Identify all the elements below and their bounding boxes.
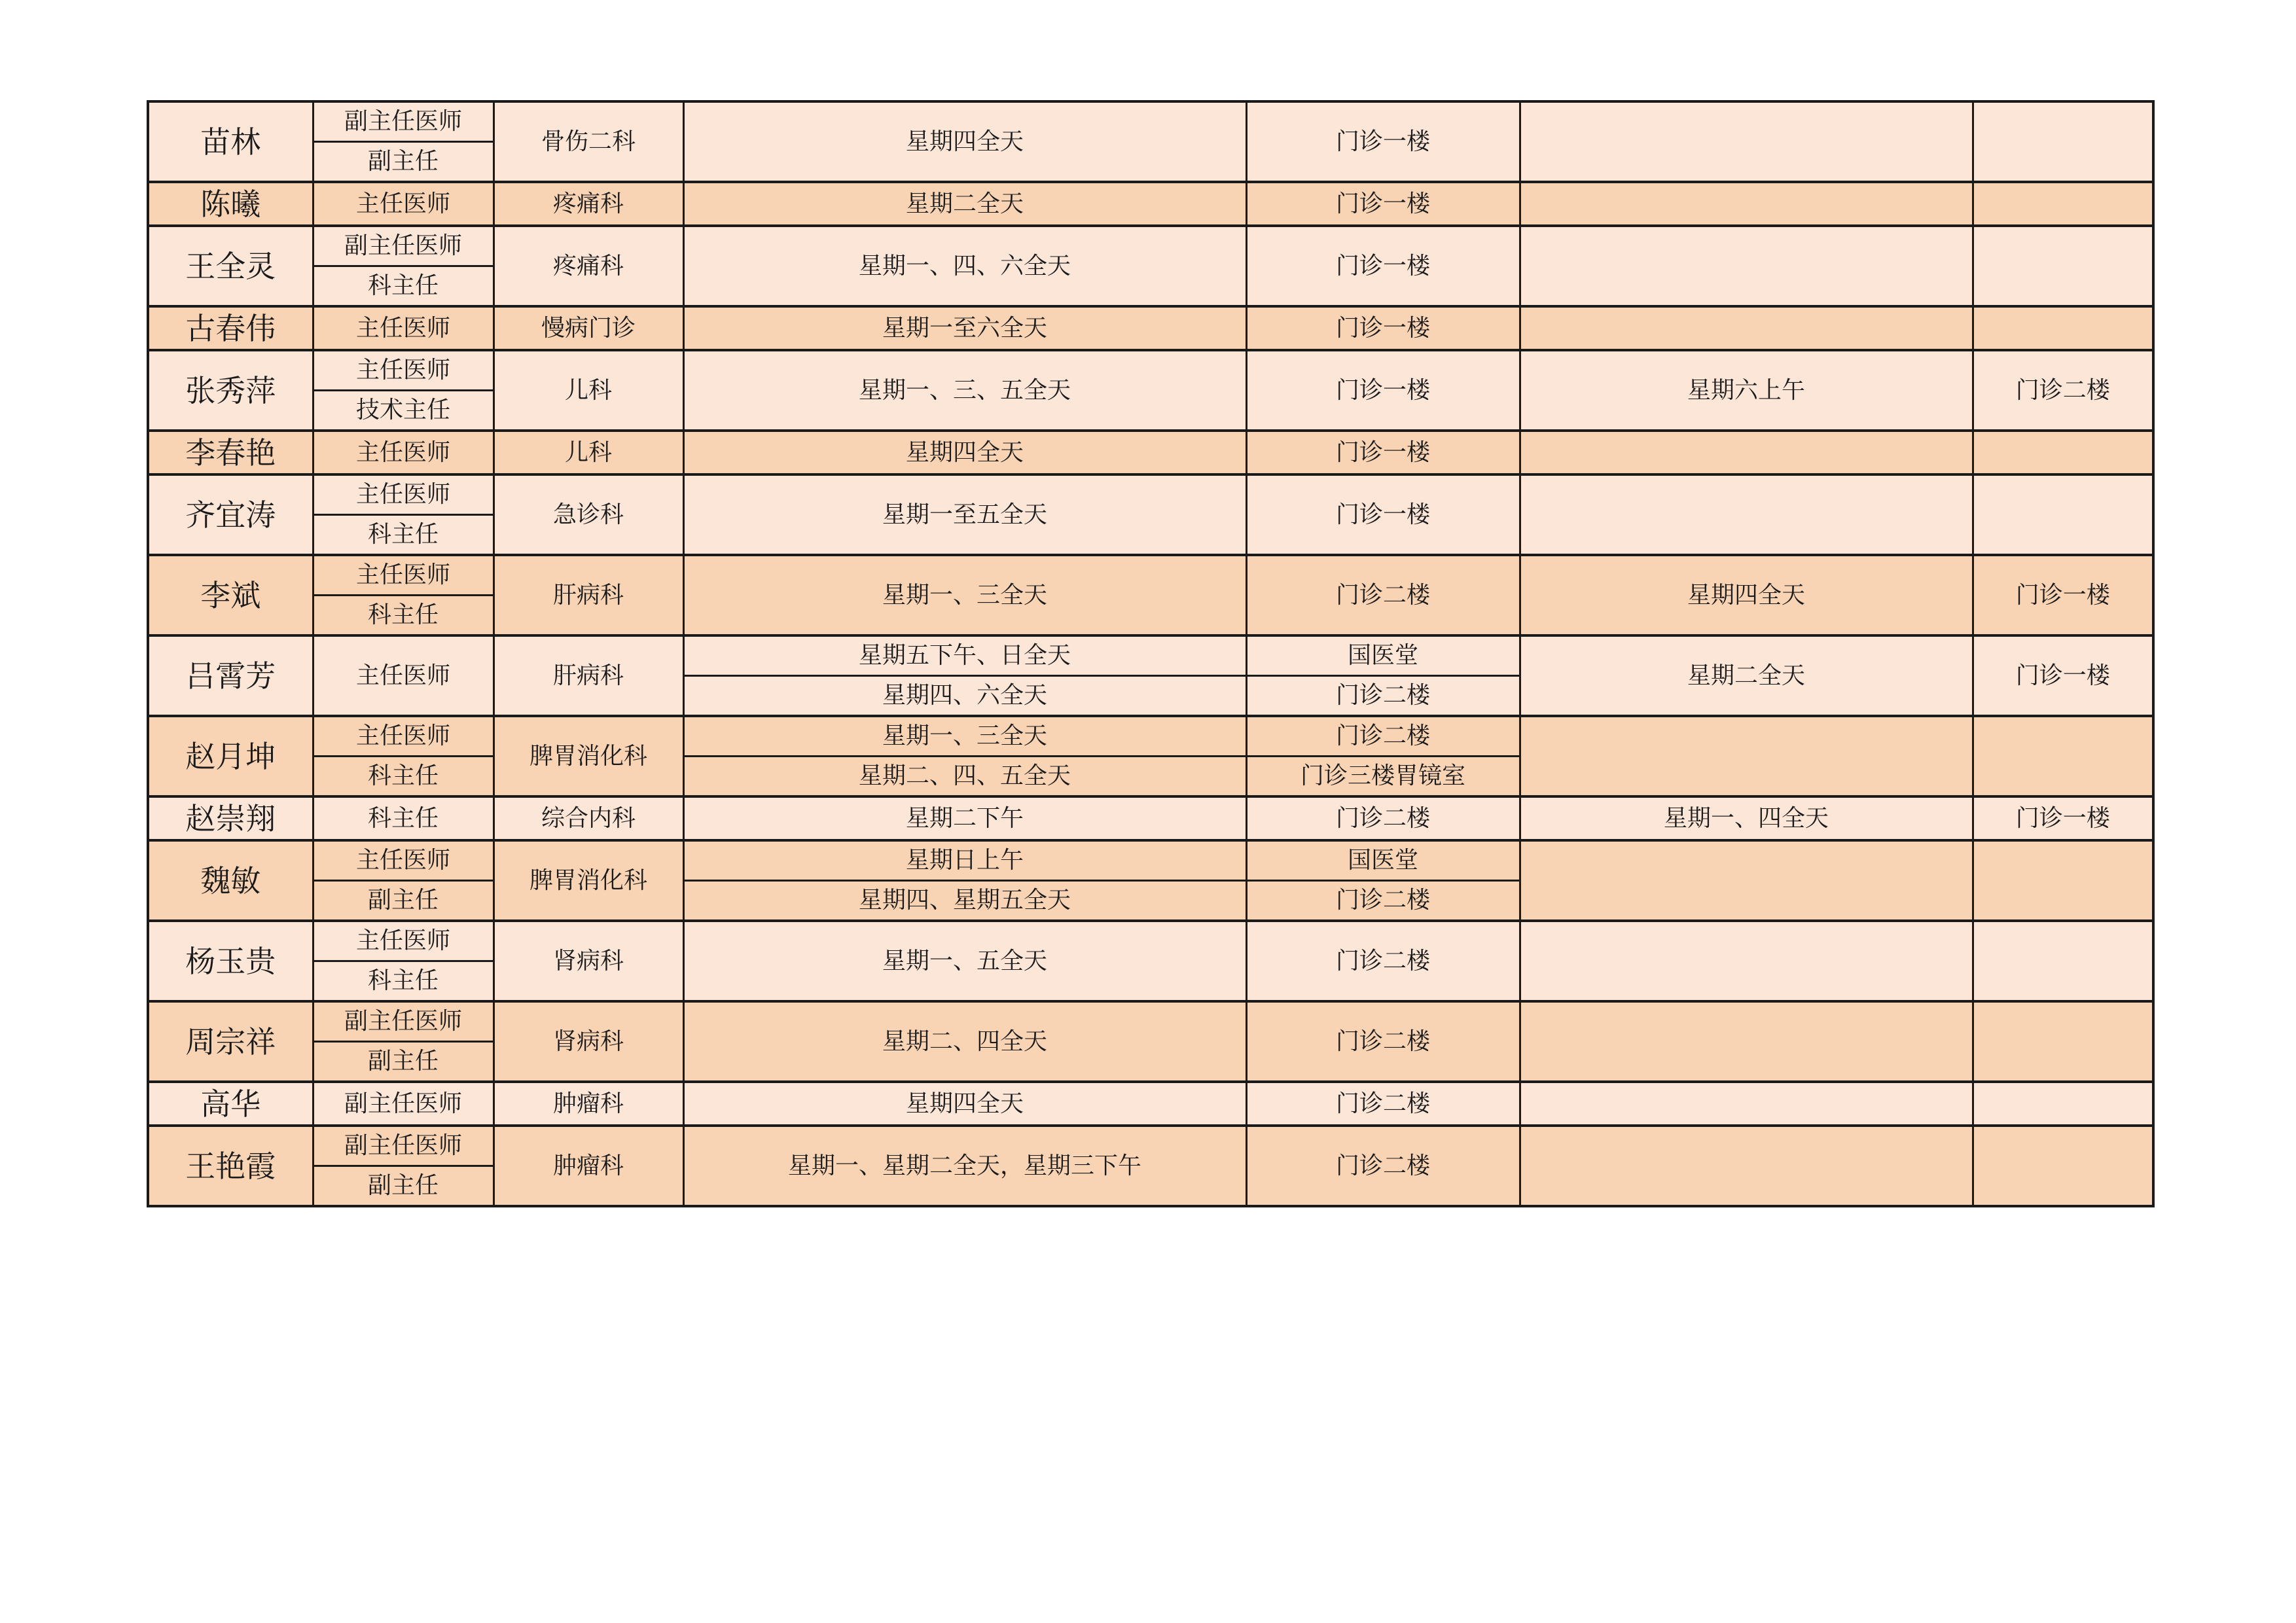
department: 疼痛科 [493, 226, 683, 306]
table-row [148, 635, 2153, 676]
clinic-time: 星期二下午 [683, 796, 1246, 840]
table-row [148, 474, 2153, 515]
doctor-title: 副主任 [313, 1042, 493, 1082]
extra-clinic-time: 星期四全天 [1520, 555, 1973, 635]
doctor-title: 主任医师 [313, 431, 493, 474]
doctor-title: 科主任 [313, 796, 493, 840]
table-row [148, 1001, 2153, 1042]
extra-clinic-place [1973, 182, 2153, 226]
clinic-time: 星期二、四全天 [683, 1001, 1246, 1082]
table-row [148, 226, 2153, 266]
table-row [148, 1082, 2153, 1126]
table-row [148, 921, 2153, 961]
clinic-time: 星期四全天 [683, 431, 1246, 474]
doctor-title: 副主任医师 [313, 1001, 493, 1042]
clinic-time: 星期四、星期五全天 [683, 881, 1246, 921]
extra-clinic-time [1520, 1082, 1973, 1126]
table-row [148, 101, 2153, 142]
table-row [148, 306, 2153, 350]
extra-clinic-time [1520, 306, 1973, 350]
clinic-place: 门诊二楼 [1246, 716, 1520, 757]
extra-clinic-place [1973, 101, 2153, 182]
clinic-time: 星期一至六全天 [683, 306, 1246, 350]
department: 肾病科 [493, 1001, 683, 1082]
extra-clinic-place [1973, 226, 2153, 306]
doctor-title: 科主任 [313, 757, 493, 797]
extra-clinic-time [1520, 101, 1973, 182]
doctor-title: 主任医师 [313, 635, 493, 716]
doctor-name: 张秀萍 [148, 350, 313, 431]
table-row [148, 840, 2153, 881]
doctor-title: 副主任医师 [313, 1126, 493, 1166]
doctor-name: 吕霄芳 [148, 635, 313, 716]
doctor-title: 主任医师 [313, 555, 493, 596]
doctor-title: 副主任 [313, 1166, 493, 1207]
extra-clinic-place [1973, 1001, 2153, 1082]
clinic-place: 门诊一楼 [1246, 101, 1520, 182]
clinic-place: 门诊一楼 [1246, 306, 1520, 350]
extra-clinic-time [1520, 474, 1973, 555]
department: 儿科 [493, 350, 683, 431]
doctor-title: 科主任 [313, 961, 493, 1002]
clinic-place: 门诊二楼 [1246, 555, 1520, 635]
extra-clinic-place [1973, 921, 2153, 1001]
extra-clinic-place: 门诊二楼 [1973, 350, 2153, 431]
extra-clinic-place [1973, 1082, 2153, 1126]
doctor-title: 主任医师 [313, 716, 493, 757]
clinic-time: 星期四全天 [683, 101, 1246, 182]
clinic-place: 门诊一楼 [1246, 431, 1520, 474]
doctor-title: 科主任 [313, 266, 493, 307]
clinic-time: 星期四全天 [683, 1082, 1246, 1126]
doctor-name: 李斌 [148, 555, 313, 635]
extra-clinic-place [1973, 840, 2153, 921]
doctor-title: 科主任 [313, 515, 493, 556]
doctor-title: 副主任 [313, 142, 493, 183]
clinic-time: 星期一、四、六全天 [683, 226, 1246, 306]
schedule-body [148, 101, 2153, 1206]
extra-clinic-time [1520, 921, 1973, 1001]
department: 肾病科 [493, 921, 683, 1001]
clinic-place: 门诊一楼 [1246, 350, 1520, 431]
department: 骨伤二科 [493, 101, 683, 182]
department: 急诊科 [493, 474, 683, 555]
extra-clinic-place: 门诊一楼 [1973, 635, 2153, 716]
extra-clinic-time: 星期二全天 [1520, 635, 1973, 716]
department: 儿科 [493, 431, 683, 474]
extra-clinic-time [1520, 840, 1973, 921]
doctor-title: 主任医师 [313, 182, 493, 226]
clinic-time: 星期二全天 [683, 182, 1246, 226]
department: 肿瘤科 [493, 1126, 683, 1206]
doctor-title: 副主任医师 [313, 226, 493, 266]
doctor-name: 李春艳 [148, 431, 313, 474]
extra-clinic-time [1520, 226, 1973, 306]
clinic-place: 门诊二楼 [1246, 1001, 1520, 1082]
department: 肝病科 [493, 635, 683, 716]
department: 综合内科 [493, 796, 683, 840]
clinic-time: 星期五下午、日全天 [683, 635, 1246, 676]
doctor-name: 赵崇翔 [148, 796, 313, 840]
doctor-title: 主任医师 [313, 840, 493, 881]
clinic-time: 星期一至五全天 [683, 474, 1246, 555]
extra-clinic-place [1973, 474, 2153, 555]
extra-clinic-time [1520, 716, 1973, 796]
doctor-title: 主任医师 [313, 306, 493, 350]
table-row [148, 555, 2153, 596]
extra-clinic-time [1520, 182, 1973, 226]
department: 肝病科 [493, 555, 683, 635]
doctor-name: 王全灵 [148, 226, 313, 306]
doctor-name: 赵月坤 [148, 716, 313, 796]
extra-clinic-place [1973, 431, 2153, 474]
department: 疼痛科 [493, 182, 683, 226]
clinic-place: 门诊二楼 [1246, 796, 1520, 840]
doctor-name: 王艳霞 [148, 1126, 313, 1206]
clinic-time: 星期四、六全天 [683, 676, 1246, 717]
extra-clinic-time [1520, 1001, 1973, 1082]
table-row [148, 716, 2153, 757]
department: 脾胃消化科 [493, 716, 683, 796]
doctor-title: 主任医师 [313, 921, 493, 961]
doctor-title: 主任医师 [313, 350, 493, 391]
department: 脾胃消化科 [493, 840, 683, 921]
clinic-place: 门诊一楼 [1246, 226, 1520, 306]
department: 慢病门诊 [493, 306, 683, 350]
doctor-name: 齐宜涛 [148, 474, 313, 555]
table-row [148, 1126, 2153, 1166]
clinic-time: 星期一、五全天 [683, 921, 1246, 1001]
clinic-time: 星期一、三全天 [683, 555, 1246, 635]
clinic-place: 门诊一楼 [1246, 474, 1520, 555]
table-row [148, 182, 2153, 226]
table-row [148, 431, 2153, 474]
doctor-name: 周宗祥 [148, 1001, 313, 1082]
doctor-name: 苗林 [148, 101, 313, 182]
extra-clinic-place [1973, 716, 2153, 796]
department: 肿瘤科 [493, 1082, 683, 1126]
extra-clinic-time [1520, 431, 1973, 474]
clinic-place: 门诊二楼 [1246, 1126, 1520, 1206]
extra-clinic-time: 星期一、四全天 [1520, 796, 1973, 840]
clinic-place: 国医堂 [1246, 840, 1520, 881]
table-row [148, 796, 2153, 840]
extra-clinic-place [1973, 1126, 2153, 1206]
doctor-title: 主任医师 [313, 474, 493, 515]
extra-clinic-time [1520, 1126, 1973, 1206]
doctor-title: 副主任医师 [313, 101, 493, 142]
extra-clinic-place: 门诊一楼 [1973, 555, 2153, 635]
doctor-title: 技术主任 [313, 391, 493, 431]
clinic-time: 星期一、三、五全天 [683, 350, 1246, 431]
doctor-name: 魏敏 [148, 840, 313, 921]
clinic-place: 门诊三楼胃镜室 [1246, 757, 1520, 797]
extra-clinic-place: 门诊一楼 [1973, 796, 2153, 840]
clinic-place: 门诊二楼 [1246, 676, 1520, 717]
doctor-name: 杨玉贵 [148, 921, 313, 1001]
doctor-title: 副主任医师 [313, 1082, 493, 1126]
clinic-time: 星期一、星期二全天，星期三下午 [683, 1126, 1246, 1206]
clinic-place: 门诊一楼 [1246, 182, 1520, 226]
clinic-place: 门诊二楼 [1246, 1082, 1520, 1126]
clinic-time: 星期一、三全天 [683, 716, 1246, 757]
schedule-sheet [147, 100, 2152, 1207]
clinic-time: 星期二、四、五全天 [683, 757, 1246, 797]
extra-clinic-place [1973, 306, 2153, 350]
extra-clinic-time: 星期六上午 [1520, 350, 1973, 431]
table-row [148, 350, 2153, 391]
doctor-name: 高华 [148, 1082, 313, 1126]
doctor-name: 陈曦 [148, 182, 313, 226]
doctor-schedule-table [147, 100, 2155, 1207]
doctor-title: 科主任 [313, 596, 493, 636]
clinic-place: 门诊二楼 [1246, 881, 1520, 921]
doctor-name: 古春伟 [148, 306, 313, 350]
doctor-title: 副主任 [313, 881, 493, 921]
clinic-time: 星期日上午 [683, 840, 1246, 881]
clinic-place: 国医堂 [1246, 635, 1520, 676]
clinic-place: 门诊二楼 [1246, 921, 1520, 1001]
